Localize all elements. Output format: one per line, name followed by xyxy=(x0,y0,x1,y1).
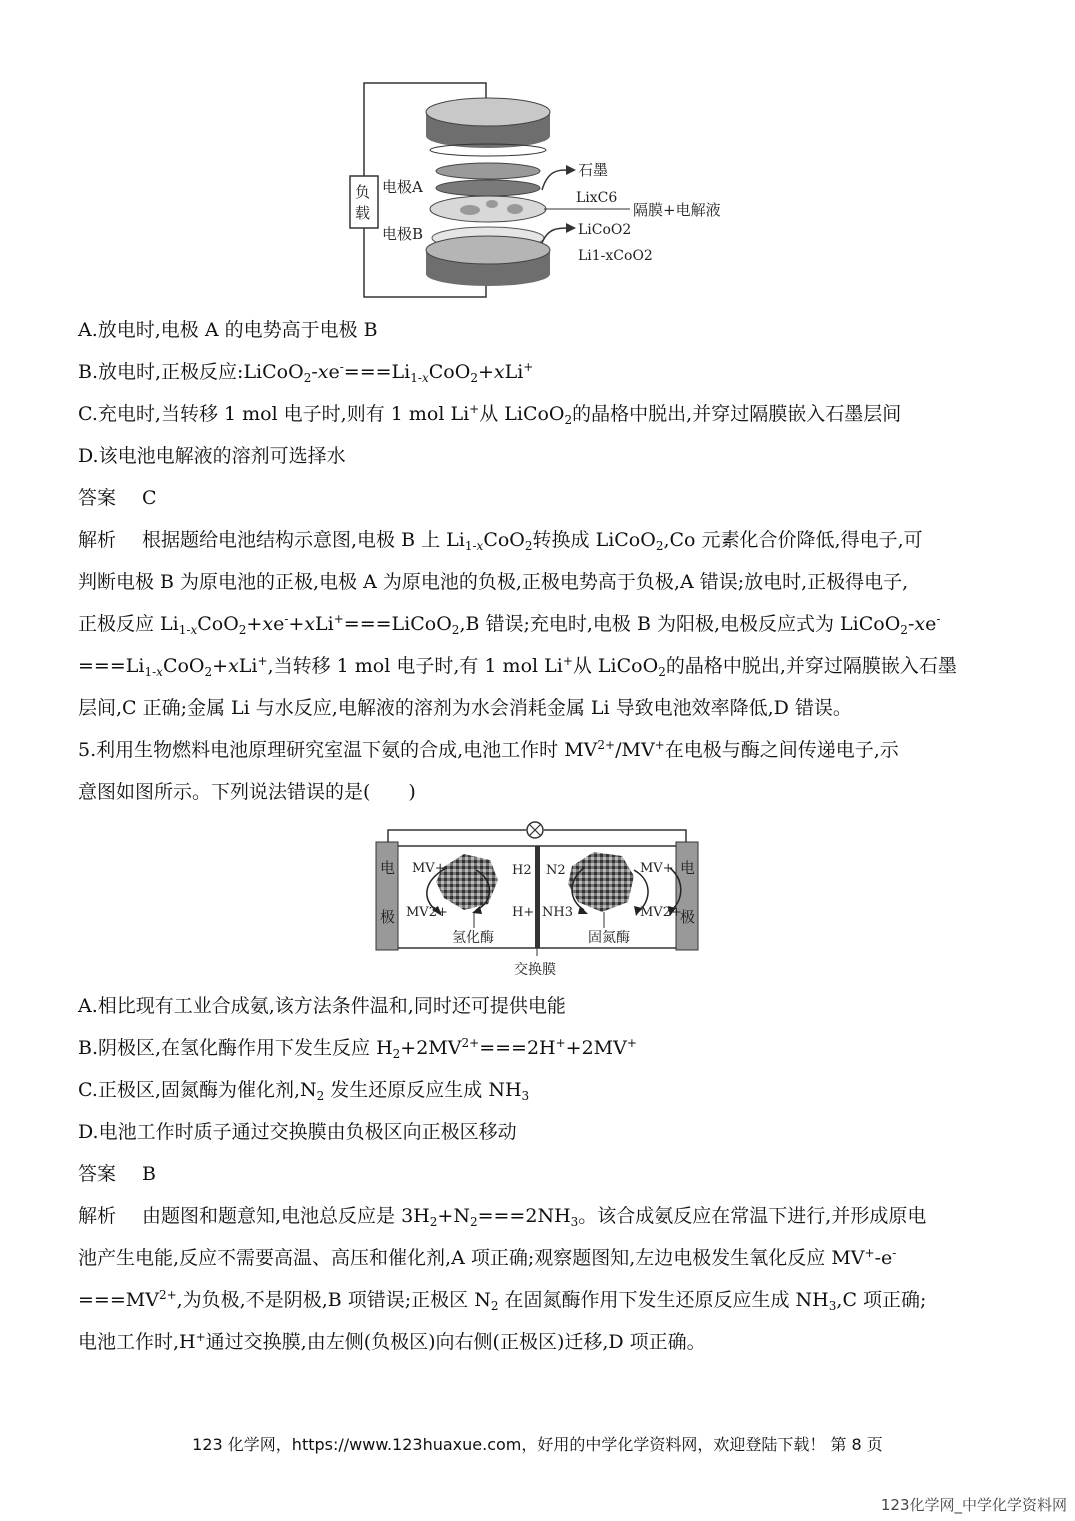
q5-stem-line-2: 意图如图所示。下列说法错误的是( ) xyxy=(78,781,416,803)
load-label-1: 负 xyxy=(355,183,371,201)
right-mv-plus-label: MV+ xyxy=(640,861,674,876)
left-mv-2plus-label: MV2+ xyxy=(406,905,448,920)
q5-option-b: B.阴极区,在氢化酶作用下发生反应 $H_2+2MV^{2+}===2H^++2MV^+$ xyxy=(78,1036,637,1061)
left-electrode-char-1: 电 xyxy=(380,859,396,877)
h2-label: H2 xyxy=(512,863,532,878)
graphite-label: 石墨 xyxy=(578,161,609,179)
exchange-membrane xyxy=(535,846,540,948)
membrane-label: 交换膜 xyxy=(514,962,556,978)
graphite-layer xyxy=(436,163,540,179)
separator-label: 隔膜+电解液 xyxy=(633,201,721,219)
bottom-disc xyxy=(426,236,550,264)
q4-option-b: B.放电时,正极反应$:LiCoO_2-xe^-===Li_{1-x}CoO_2+xLi^+$ xyxy=(78,360,534,385)
q4-analysis-line-3: 正极反应 $Li_{1-x}CoO_2+xe^-+xLi^+===LiCoO_2,B$ 错误;充电时,电极 B 为阳极,电极反应式为 LiCoO$_2$-xe- xyxy=(78,612,941,637)
li1xcoo2-label: Li1-xCoO2 xyxy=(578,248,653,264)
q5-option-d: D.电池工作时质子通过交换膜由负极区向正极区移动 xyxy=(78,1121,517,1143)
left-electrode-char-2: 极 xyxy=(380,908,396,926)
q4-analysis-line-5: 层间,C 正确;金属 Li 与水反应,电解液的溶剂为水会消耗金属 Li 导致电池效率降低,D 错误。 xyxy=(78,697,852,719)
q5-analysis-line-3: $===MV^{2+}$,为负极,不是阴极,B 项错误;正极区 $N_2$ 在固氮酶作用下发生还原反应生成 $NH_3,C$ 项正确; xyxy=(78,1288,927,1313)
battery-structure-figure xyxy=(330,78,750,302)
nitrogenase-label: 固氮酶 xyxy=(588,930,630,946)
q5-analysis-line-2: 池产生电能,反应不需要高温、高压和催化剂,A 项正确;观察题图知,左边电极发生氧化反应 MV+-e- xyxy=(78,1246,897,1269)
q5-answer: 答案 B xyxy=(78,1163,156,1185)
licoo2-label: LiCoO2 xyxy=(578,222,632,238)
electrode-a-label: 电极A xyxy=(382,178,423,196)
right-electrode-char-1: 电 xyxy=(680,859,696,877)
q5-analysis-line-4: 电池工作时,H+通过交换膜,由左侧(负极区)向右侧(正极区)迁移,D 项正确。 xyxy=(78,1330,706,1353)
electrode-b-label: 电极B xyxy=(382,225,424,243)
q4-answer: 答案 C xyxy=(78,487,157,509)
site-watermark: 123化学网_中学化学资料网 xyxy=(880,1496,1067,1514)
q4-option-d: D.该电池电解液的溶剂可选择水 xyxy=(78,445,346,467)
separator-disc xyxy=(430,196,546,222)
q4-option-a: A.放电时,电极 A 的电势高于电极 B xyxy=(78,319,378,341)
q4-option-c: C.充电时,当转移 1 mol 电子时,则有 1 mol Li+从 LiCoO$_2$的晶格中脱出,并穿过隔膜嵌入石墨层间 xyxy=(78,402,902,427)
left-mv-plus-label: MV+ xyxy=(412,861,446,876)
q4-analysis-line-4: $===Li_{1-x}CoO_2+xLi^+$,当转移 1 mol 电子时,有 1 mol Li+从 LiCoO$_2$的晶格中脱出,并穿过隔膜嵌入石墨 xyxy=(78,654,957,679)
q4-analysis-line-2: 判断电极 B 为原电池的正极,电极 A 为原电池的负极,正极电势高于负极,A 错误;放电时,正极得电子, xyxy=(78,571,909,593)
biofuel-cell-figure xyxy=(372,818,702,980)
hydrogenase-label: 氢化酶 xyxy=(452,930,494,946)
lixc6-label: LixC6 xyxy=(576,190,618,206)
q4-analysis-line-1: 解析 根据题给电池结构示意图,电极 B 上 $Li_{1-x}CoO_2$转换成 LiCoO$_2$,Co 元素化合价降低,得电子,可 xyxy=(78,529,923,553)
top-disc xyxy=(426,98,550,126)
nh3-label: NH3 xyxy=(542,905,573,920)
q5-stem-line-1: 5.利用生物燃料电池原理研究室温下氨的合成,电池工作时 $MV^{2+}/MV^+$在电极与酶之间传递电子,示 xyxy=(78,738,899,761)
page-footer: 123 化学网，https://www.123huaxue.com，好用的中学化学资料网，欢迎登陆下载！ 第 8 页 xyxy=(192,1435,883,1454)
q5-analysis-line-1: 解析 由题图和题意知,电池总反应是 $3H_2+N_2===2NH_3$。该合成氨反应在常温下进行,并形成原电 xyxy=(78,1205,927,1229)
q5-option-c: C.正极区,固氮酶为催化剂$,N_2$ 发生还原反应生成 $NH_3$ xyxy=(78,1079,530,1103)
right-mv-2plus-label: MV2+ xyxy=(640,905,682,920)
q5-option-a: A.相比现有工业合成氨,该方法条件温和,同时还可提供电能 xyxy=(78,995,566,1017)
h-plus-label: H+ xyxy=(512,905,535,920)
right-electrode-char-2: 极 xyxy=(680,908,696,926)
load-label-2: 载 xyxy=(355,204,371,222)
n2-label: N2 xyxy=(546,863,566,878)
lixc6-layer xyxy=(436,180,540,196)
